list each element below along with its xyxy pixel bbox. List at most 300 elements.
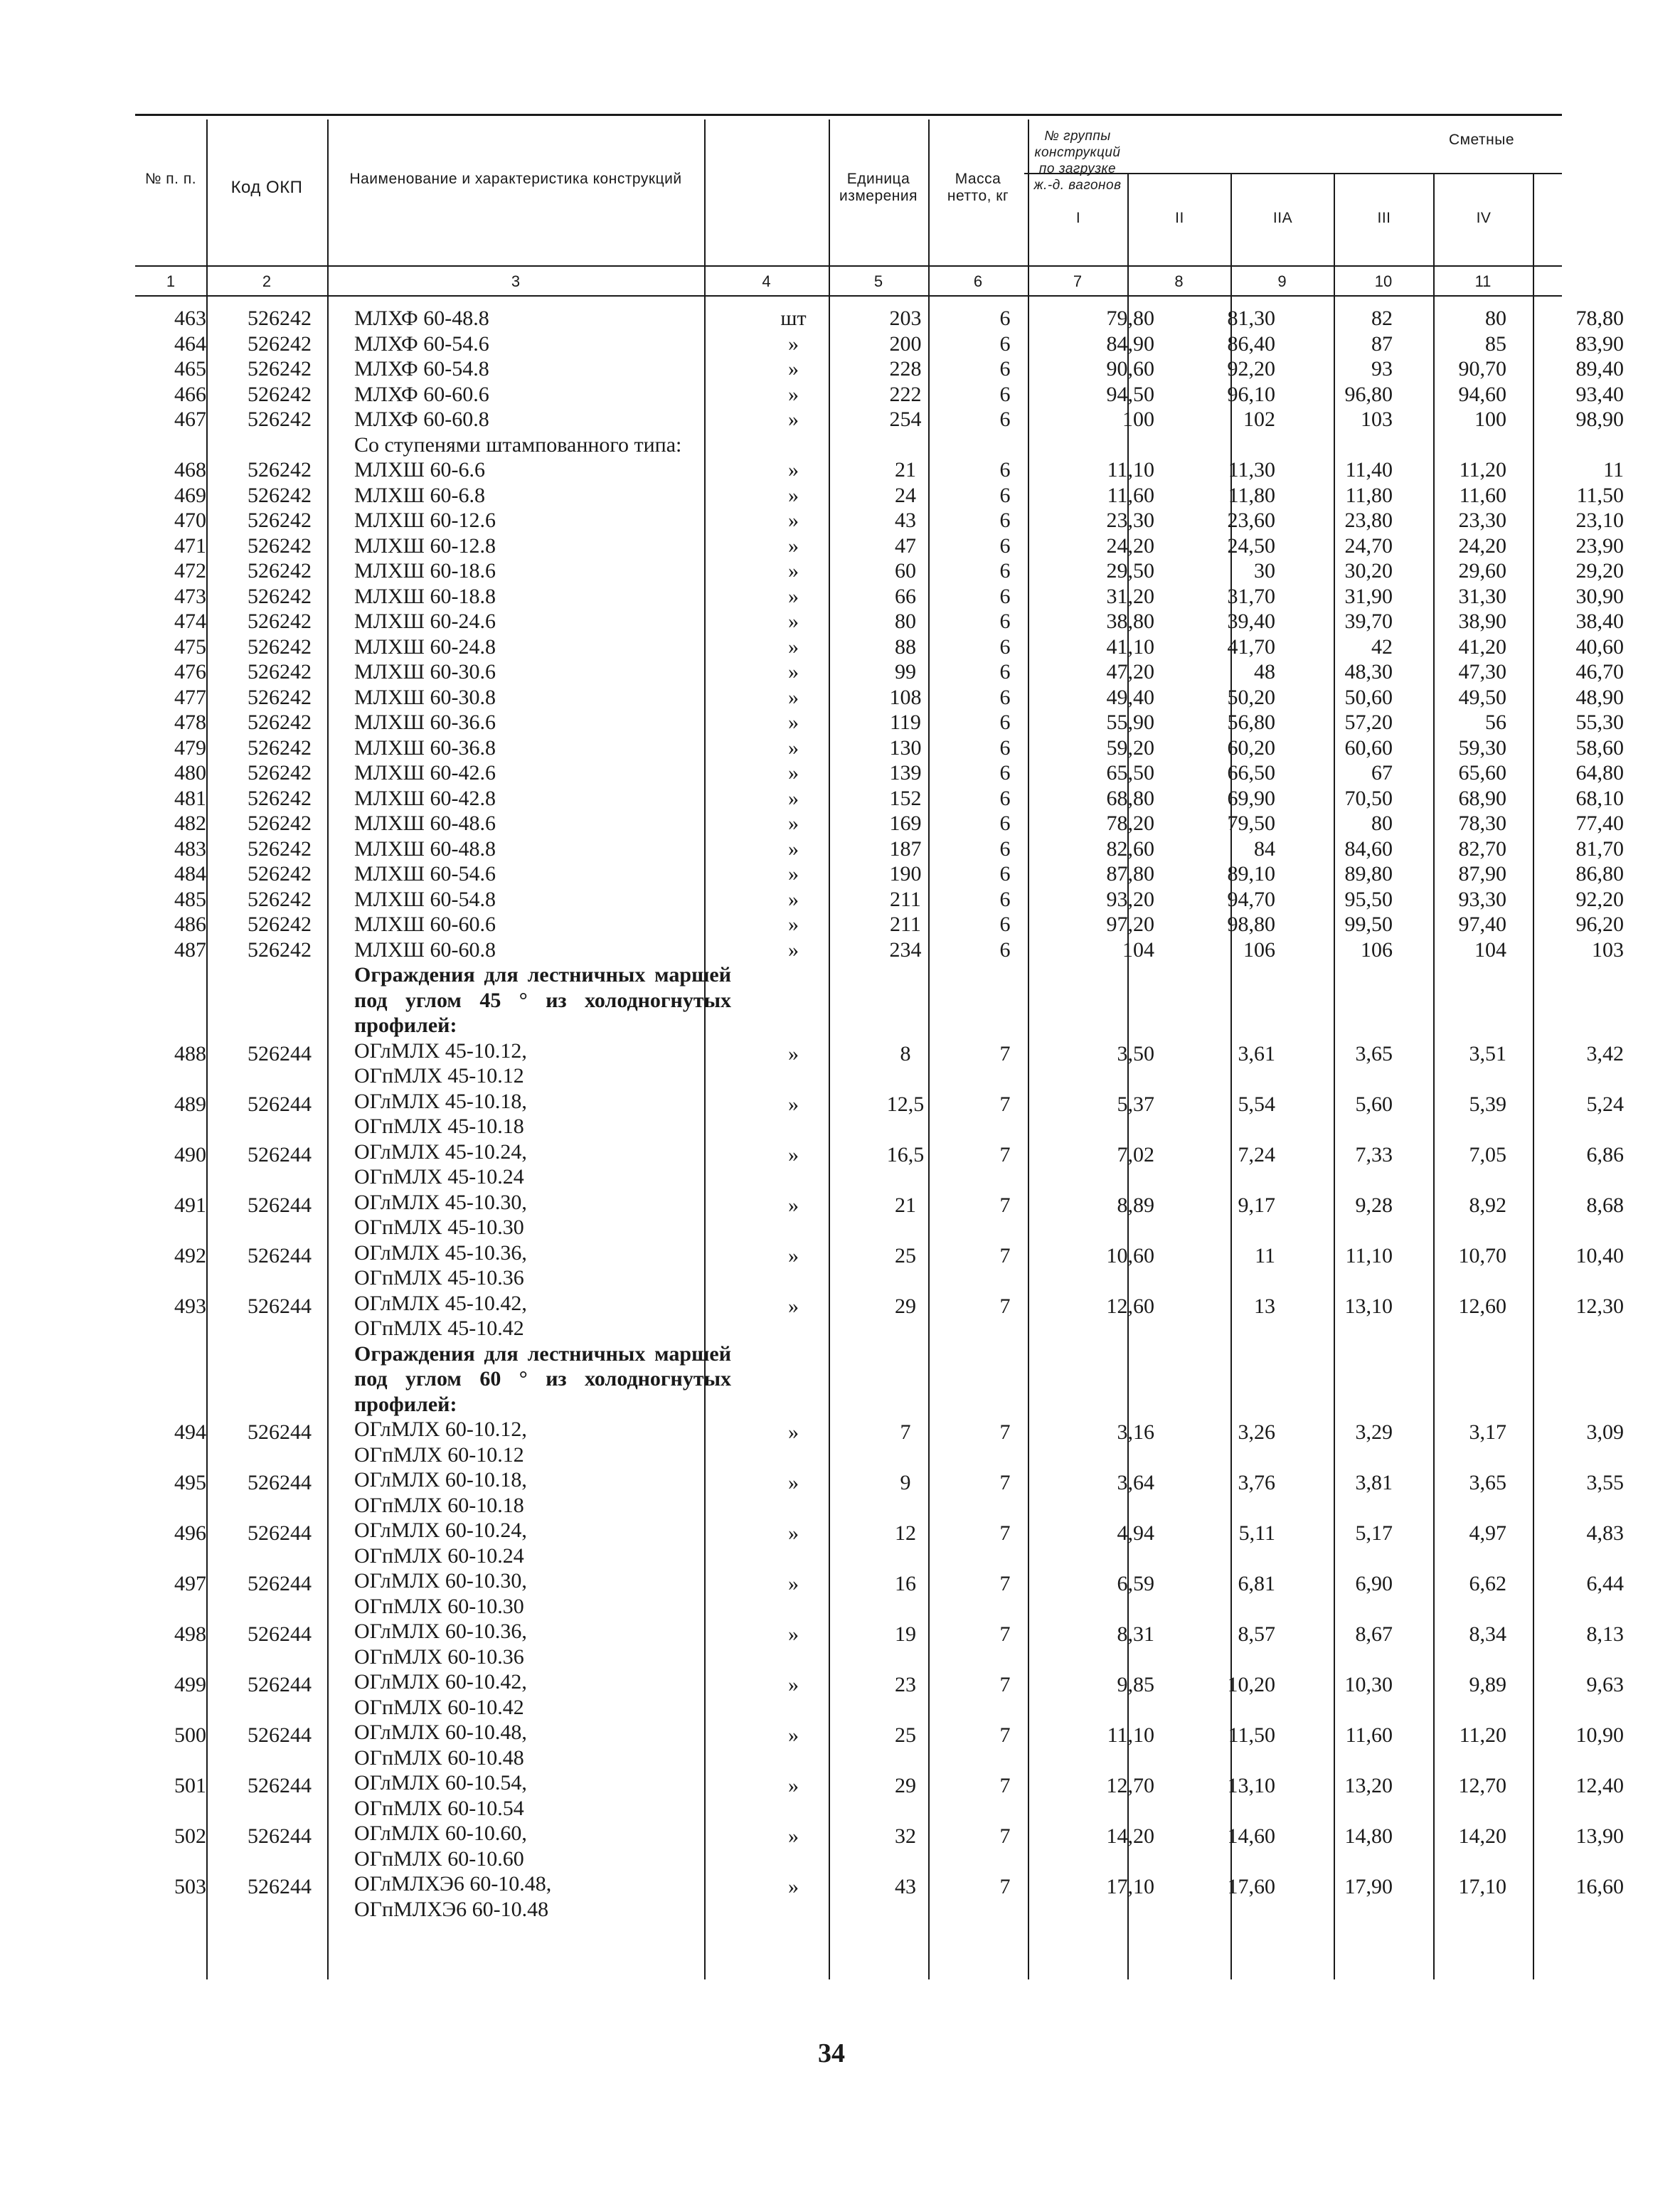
cell-mass: 16 (895, 1572, 916, 1595)
cell-code: 526244 (248, 1420, 312, 1444)
cell-p2: 3,26 (1238, 1420, 1275, 1444)
cell-name: МЛХШ 60-48.8 (354, 836, 496, 861)
table-row (135, 1291, 1634, 1341)
cell-p1: 29,50 (1106, 559, 1154, 583)
name-line-1: ОГлМЛХ 60-10.18, (354, 1468, 527, 1492)
cell-p2: 6,81 (1238, 1572, 1275, 1595)
name-line-2: ОГпМЛХ 45-10.42 (354, 1317, 524, 1340)
header-sub-4: III (1377, 210, 1391, 226)
cell-p5: 3,42 (1586, 1041, 1624, 1065)
cell-code: 526242 (248, 382, 312, 406)
cell-mass: 29 (895, 1294, 916, 1318)
cell-p3: 11,10 (1345, 1243, 1393, 1267)
cell-p3: 3,29 (1355, 1420, 1393, 1444)
cell-code: 526244 (248, 1142, 312, 1166)
cell-p1: 5,37 (1117, 1092, 1154, 1116)
name-line-2: ОГпМЛХЭ6 60-10.48 (354, 1897, 549, 1921)
cell-unit: » (788, 1875, 799, 1898)
cell-unit: » (788, 660, 799, 684)
cell-p3: 30,20 (1344, 559, 1393, 583)
cell-p1: 31,20 (1106, 584, 1154, 608)
cell-unit: » (788, 408, 799, 431)
cell-p1: 24,20 (1106, 533, 1154, 558)
name-line-2: ОГпМЛХ 45-10.30 (354, 1216, 524, 1239)
cell-n: 470 (174, 509, 206, 532)
cell-code: 526244 (248, 1875, 312, 1898)
cell-grp: 6 (999, 660, 1011, 684)
cell-name (340, 1770, 731, 1821)
cell-mass: 190 (889, 862, 922, 886)
cell-p3: 89,80 (1344, 862, 1393, 886)
cell-mass: 23 (895, 1673, 916, 1696)
cell-p3: 96,80 (1344, 382, 1393, 406)
cell-grp: 6 (999, 836, 1011, 861)
cell-name (340, 1417, 731, 1467)
cell-p4: 3,65 (1469, 1471, 1506, 1494)
table-row (135, 1770, 1634, 1821)
cell-n: 476 (174, 660, 206, 684)
cell-p2: 5,11 (1238, 1521, 1275, 1545)
cell-grp: 6 (999, 559, 1011, 583)
cell-grp: 7 (999, 1723, 1011, 1747)
cell-p4: 65,60 (1458, 761, 1506, 785)
cell-p5: 103 (1592, 937, 1624, 962)
cell-p5: 96,20 (1575, 913, 1624, 936)
cell-code: 526242 (248, 937, 312, 962)
cell-mass: 169 (889, 812, 922, 835)
cell-p5: 38,40 (1575, 610, 1624, 633)
cell-mass: 7 (900, 1420, 911, 1444)
table-row (135, 1518, 1634, 1568)
cell-p2: 106 (1243, 937, 1275, 962)
table-row (135, 483, 1634, 509)
cell-n: 498 (174, 1622, 206, 1646)
cell-name (340, 1518, 731, 1568)
name-line-1: ОГлМЛХ 60-10.12, (354, 1418, 527, 1441)
cell-code: 526242 (248, 584, 312, 608)
name-line-1: ОГлМЛХ 60-10.42, (354, 1670, 527, 1694)
cell-p1: 59,20 (1106, 735, 1154, 760)
cell-p3: 42 (1371, 634, 1393, 659)
cell-p3: 82 (1371, 307, 1393, 330)
cell-unit: » (788, 1193, 799, 1217)
cell-p3: 7,33 (1355, 1142, 1393, 1166)
cell-name: МЛХШ 60-18.8 (354, 584, 496, 608)
cell-mass: 25 (895, 1243, 916, 1267)
cell-code: 526242 (248, 836, 312, 861)
cell-mass: 222 (889, 382, 922, 406)
cell-unit: » (788, 1294, 799, 1318)
header-col2: Код ОКП (230, 178, 303, 197)
cell-code: 526244 (248, 1092, 312, 1116)
cell-code: 526242 (248, 357, 312, 381)
cell-p4: 80 (1485, 307, 1506, 330)
colnum-10: 10 (1374, 272, 1393, 290)
cell-p5: 23,90 (1575, 533, 1624, 558)
cell-p5: 29,20 (1575, 559, 1624, 583)
cell-grp: 6 (999, 584, 1011, 608)
cell-mass: 211 (890, 913, 921, 936)
cell-n: 485 (174, 887, 206, 911)
table-row (135, 382, 1634, 408)
name-line-2: ОГпМЛХ 60-10.24 (354, 1543, 524, 1568)
cell-code: 526242 (248, 610, 312, 633)
cell-p1: 3,50 (1117, 1041, 1154, 1065)
cell-unit: » (788, 1041, 799, 1065)
cell-mass: 228 (889, 357, 922, 381)
cell-p4: 85 (1485, 331, 1506, 356)
table-row (135, 912, 1634, 937)
cell-p5: 10,90 (1575, 1723, 1624, 1747)
cell-p5: 5,24 (1586, 1092, 1624, 1116)
cell-unit: » (788, 533, 799, 558)
cell-p3: 39,70 (1344, 610, 1393, 633)
cell-code: 526242 (248, 634, 312, 659)
cell-p1: 87,80 (1106, 862, 1154, 886)
cell-unit: » (788, 937, 799, 962)
section-heading (135, 962, 1634, 1038)
cell-grp: 6 (999, 509, 1011, 532)
cell-p4: 10,70 (1458, 1243, 1506, 1267)
cell-unit: шт (780, 307, 807, 330)
cell-p4: 100 (1474, 408, 1506, 431)
cell-mass: 60 (895, 559, 916, 583)
cell-p2: 102 (1243, 408, 1275, 431)
table-row (135, 457, 1634, 483)
cell-name: МЛХШ 60-42.6 (354, 761, 496, 785)
cell-grp: 6 (999, 408, 1011, 431)
cell-p4: 3,51 (1469, 1041, 1506, 1065)
cell-unit: » (788, 812, 799, 835)
cell-p5: 12,40 (1575, 1774, 1624, 1797)
cell-p1: 84,90 (1106, 331, 1154, 356)
cell-p5: 12,30 (1575, 1294, 1624, 1318)
cell-p2: 10,20 (1227, 1673, 1275, 1696)
name-line-2: ОГпМЛХ 45-10.24 (354, 1165, 524, 1189)
table-row (135, 811, 1634, 836)
cell-p4: 9,89 (1469, 1673, 1506, 1696)
cell-unit: » (788, 913, 799, 936)
cell-name: МЛХШ 60-24.8 (354, 634, 496, 659)
cell-code: 526242 (248, 887, 312, 911)
cell-p3: 3,81 (1355, 1471, 1393, 1494)
cell-mass: 108 (889, 685, 922, 709)
cell-p2: 9,17 (1238, 1193, 1275, 1217)
cell-p2: 3,76 (1238, 1471, 1275, 1494)
cell-unit: » (788, 610, 799, 633)
cell-p2: 11,50 (1228, 1723, 1275, 1747)
cell-p1: 90,60 (1106, 357, 1154, 381)
cell-mass: 12 (895, 1521, 916, 1545)
cell-mass: 24 (895, 483, 916, 507)
cell-p5: 98,90 (1575, 408, 1624, 431)
cell-p1: 9,85 (1117, 1673, 1154, 1696)
cell-name: МЛХФ 60-60.6 (354, 382, 489, 406)
cell-p2: 24,50 (1227, 533, 1275, 558)
cell-p1: 79,80 (1106, 307, 1154, 330)
cell-unit: » (788, 711, 799, 734)
table-row (135, 634, 1634, 660)
cell-n: 502 (174, 1824, 206, 1848)
cell-unit: » (788, 382, 799, 406)
cell-unit: » (788, 1142, 799, 1166)
cell-p4: 104 (1474, 937, 1506, 962)
name-line-1: ОГлМЛХЭ6 60-10.48, (354, 1872, 552, 1896)
cell-p5: 4,83 (1586, 1521, 1624, 1545)
cell-p2: 39,40 (1227, 610, 1275, 633)
name-line-1: ОГлМЛХ 60-10.54, (354, 1771, 527, 1795)
cell-code: 526242 (248, 786, 312, 810)
cell-p4: 47,30 (1458, 660, 1506, 684)
cell-mass: 211 (890, 887, 921, 911)
cell-p3: 57,20 (1344, 711, 1393, 734)
section-title: Ограждения для лестничных маршей под углом 45 ° из холодногнутых профилей: (354, 963, 731, 1037)
cell-p3: 5,60 (1355, 1092, 1393, 1116)
cell-p3: 23,80 (1344, 509, 1393, 532)
cell-mass: 203 (889, 307, 922, 330)
cell-p5: 6,86 (1586, 1142, 1624, 1166)
table-row (135, 1190, 1634, 1240)
cell-p5: 86,80 (1575, 862, 1624, 886)
cell-p4: 56 (1485, 711, 1506, 734)
cell-mass: 254 (889, 408, 922, 431)
cell-p5: 89,40 (1575, 357, 1624, 381)
cell-name: МЛХШ 60-42.8 (354, 786, 496, 810)
cell-p1: 65,50 (1106, 761, 1154, 785)
header-group: Сметные (1448, 132, 1515, 148)
cell-code: 526242 (248, 307, 312, 330)
cell-p4: 11,60 (1459, 483, 1506, 507)
cell-unit: » (788, 483, 799, 507)
header-rule (135, 265, 1562, 267)
cell-name: МЛХШ 60-18.6 (354, 559, 496, 583)
cell-unit: » (788, 836, 799, 861)
cell-n: 486 (174, 913, 206, 936)
colnum-3: 3 (511, 272, 521, 290)
cell-p2: 69,90 (1227, 786, 1275, 810)
cell-p1: 23,30 (1106, 509, 1154, 532)
name-line-2: ОГпМЛХ 60-10.36 (354, 1644, 524, 1669)
table-row (135, 735, 1634, 761)
section-heading (135, 432, 1634, 458)
cell-p3: 11,40 (1345, 458, 1393, 482)
cell-p2: 66,50 (1227, 761, 1275, 785)
cell-unit: » (788, 331, 799, 356)
table-row (135, 306, 1634, 331)
cell-p3: 31,90 (1344, 584, 1393, 608)
cell-n: 495 (174, 1471, 206, 1494)
header-col5: Масса нетто, кг (947, 171, 1009, 204)
cell-code: 526244 (248, 1824, 312, 1848)
cell-p2: 23,60 (1227, 509, 1275, 532)
cell-unit: » (788, 1521, 799, 1545)
cell-name (340, 1089, 731, 1139)
cell-mass: 187 (889, 836, 922, 861)
header-sub-3: IIА (1272, 210, 1293, 226)
header-col6: № группы конструкций по загрузке ж.-д. вагонов (1033, 129, 1122, 193)
cell-grp: 6 (999, 937, 1011, 962)
cell-name (340, 1669, 731, 1720)
cell-mass: 88 (895, 634, 916, 659)
cell-p3: 99,50 (1344, 913, 1393, 936)
cell-p1: 4,94 (1117, 1521, 1154, 1545)
cell-n: 503 (174, 1875, 206, 1898)
cell-name (340, 1240, 731, 1291)
colnum-8: 8 (1174, 272, 1184, 290)
cell-name (340, 1720, 731, 1770)
cell-grp: 7 (999, 1142, 1011, 1166)
colnum-9: 9 (1277, 272, 1287, 290)
cell-p4: 68,90 (1458, 786, 1506, 810)
cell-p1: 94,50 (1106, 382, 1154, 406)
cell-name: МЛХШ 60-54.6 (354, 862, 496, 886)
cell-unit: » (788, 1774, 799, 1797)
table-row (135, 1467, 1634, 1518)
cell-p5: 55,30 (1575, 711, 1624, 734)
cell-mass: 43 (895, 509, 916, 532)
cell-p2: 86,40 (1227, 331, 1275, 356)
cell-grp: 7 (999, 1041, 1011, 1065)
cell-name (340, 1821, 731, 1871)
cell-mass: 80 (895, 610, 916, 633)
cell-mass: 16,5 (886, 1142, 925, 1166)
cell-mass: 29 (895, 1774, 916, 1797)
cell-p5: 77,40 (1575, 812, 1624, 835)
cell-p1: 11,10 (1107, 458, 1154, 482)
cell-name (340, 1190, 731, 1240)
cell-p2: 92,20 (1227, 357, 1275, 381)
cell-p3: 3,65 (1355, 1041, 1393, 1065)
cell-p1: 47,20 (1106, 660, 1154, 684)
cell-p3: 103 (1361, 408, 1393, 431)
cell-p1: 104 (1122, 937, 1154, 962)
cell-p5: 46,70 (1575, 660, 1624, 684)
cell-code: 526242 (248, 862, 312, 886)
cell-n: 481 (174, 786, 206, 810)
cell-p1: 38,80 (1106, 610, 1154, 633)
cell-code: 526242 (248, 735, 312, 760)
cell-p4: 11,20 (1459, 1723, 1506, 1747)
cell-code: 526244 (248, 1774, 312, 1797)
cell-unit: » (788, 862, 799, 886)
cell-p2: 89,10 (1227, 862, 1275, 886)
cell-p5: 30,90 (1575, 584, 1624, 608)
cell-n: 497 (174, 1572, 206, 1595)
cell-name: МЛХШ 60-36.8 (354, 735, 496, 760)
cell-p1: 6,59 (1117, 1572, 1154, 1595)
cell-name: МЛХШ 60-60.6 (354, 913, 496, 936)
cell-p5: 48,90 (1575, 685, 1624, 709)
section-title: Ограждения для лестничных маршей под углом 60 ° из холодногнутых профилей: (354, 1341, 731, 1416)
table-row (135, 1139, 1634, 1190)
cell-p5: 3,55 (1586, 1471, 1624, 1494)
table-row (135, 331, 1634, 357)
cell-name: МЛХФ 60-54.8 (354, 357, 489, 381)
cell-mass: 25 (895, 1723, 916, 1747)
cell-grp: 6 (999, 533, 1011, 558)
cell-p1: 49,40 (1106, 685, 1154, 709)
cell-grp: 6 (999, 862, 1011, 886)
cell-grp: 6 (999, 382, 1011, 406)
cell-p3: 6,90 (1355, 1572, 1393, 1595)
table-row (135, 937, 1634, 963)
cell-n: 482 (174, 812, 206, 835)
cell-unit: » (788, 786, 799, 810)
top-rule (135, 114, 1562, 116)
table-row (135, 760, 1634, 786)
cell-code: 526244 (248, 1572, 312, 1595)
table-row (135, 836, 1634, 862)
cell-p2: 11,30 (1228, 458, 1275, 482)
cell-p3: 84,60 (1344, 836, 1393, 861)
cell-p5: 11 (1603, 458, 1624, 482)
cell-grp: 7 (999, 1875, 1011, 1898)
cell-mass: 139 (889, 761, 922, 785)
cell-p3: 67 (1371, 761, 1393, 785)
cell-p1: 11,60 (1107, 483, 1154, 507)
cell-p4: 38,90 (1458, 610, 1506, 633)
cell-name (340, 1568, 731, 1619)
cell-n: 494 (174, 1420, 206, 1444)
cell-n: 467 (174, 408, 206, 431)
table-row (135, 558, 1634, 584)
cell-p1: 78,20 (1106, 812, 1154, 835)
table-row (135, 1669, 1634, 1720)
cell-p5: 8,13 (1586, 1622, 1624, 1646)
cell-p4: 82,70 (1458, 836, 1506, 861)
cell-p1: 3,64 (1117, 1471, 1154, 1494)
cell-n: 478 (174, 711, 206, 734)
cell-mass: 119 (890, 711, 921, 734)
cell-p1: 14,20 (1106, 1824, 1154, 1848)
cell-p3: 60,60 (1344, 735, 1393, 760)
cell-grp: 7 (999, 1471, 1011, 1494)
cell-p4: 7,05 (1469, 1142, 1506, 1166)
cell-p2: 84 (1254, 836, 1275, 861)
cell-grp: 6 (999, 458, 1011, 482)
numbers-rule (135, 295, 1562, 297)
cell-p5: 93,40 (1575, 382, 1624, 406)
cell-p5: 81,70 (1575, 836, 1624, 861)
header-col1: № п. п. (144, 171, 197, 187)
cell-p4: 31,30 (1458, 584, 1506, 608)
name-line-2: ОГпМЛХ 60-10.18 (354, 1493, 524, 1517)
cell-p5: 10,40 (1575, 1243, 1624, 1267)
cell-p4: 78,30 (1458, 812, 1506, 835)
cell-mass: 234 (889, 937, 922, 962)
cell-p3: 50,60 (1344, 685, 1393, 709)
cell-code: 526244 (248, 1243, 312, 1267)
cell-n: 479 (174, 735, 206, 760)
cell-mass: 43 (895, 1875, 916, 1898)
cell-code: 526242 (248, 711, 312, 734)
cell-name (340, 1038, 731, 1089)
cell-mass: 200 (889, 331, 922, 356)
cell-grp: 6 (999, 634, 1011, 659)
cell-p1: 100 (1122, 408, 1154, 431)
cell-p2: 11,80 (1228, 483, 1275, 507)
cell-name: МЛХШ 60-12.6 (354, 509, 496, 532)
cell-mass: 130 (889, 735, 922, 760)
cell-p2: 96,10 (1227, 382, 1275, 406)
cell-n: 473 (174, 584, 206, 608)
header-sub-5: IV (1476, 210, 1492, 226)
cell-grp: 6 (999, 610, 1011, 633)
cell-name: МЛХШ 60-60.8 (354, 937, 496, 962)
cell-n: 464 (174, 331, 206, 356)
cell-name: МЛХШ 60-48.6 (354, 812, 496, 835)
cell-grp: 7 (999, 1521, 1011, 1545)
